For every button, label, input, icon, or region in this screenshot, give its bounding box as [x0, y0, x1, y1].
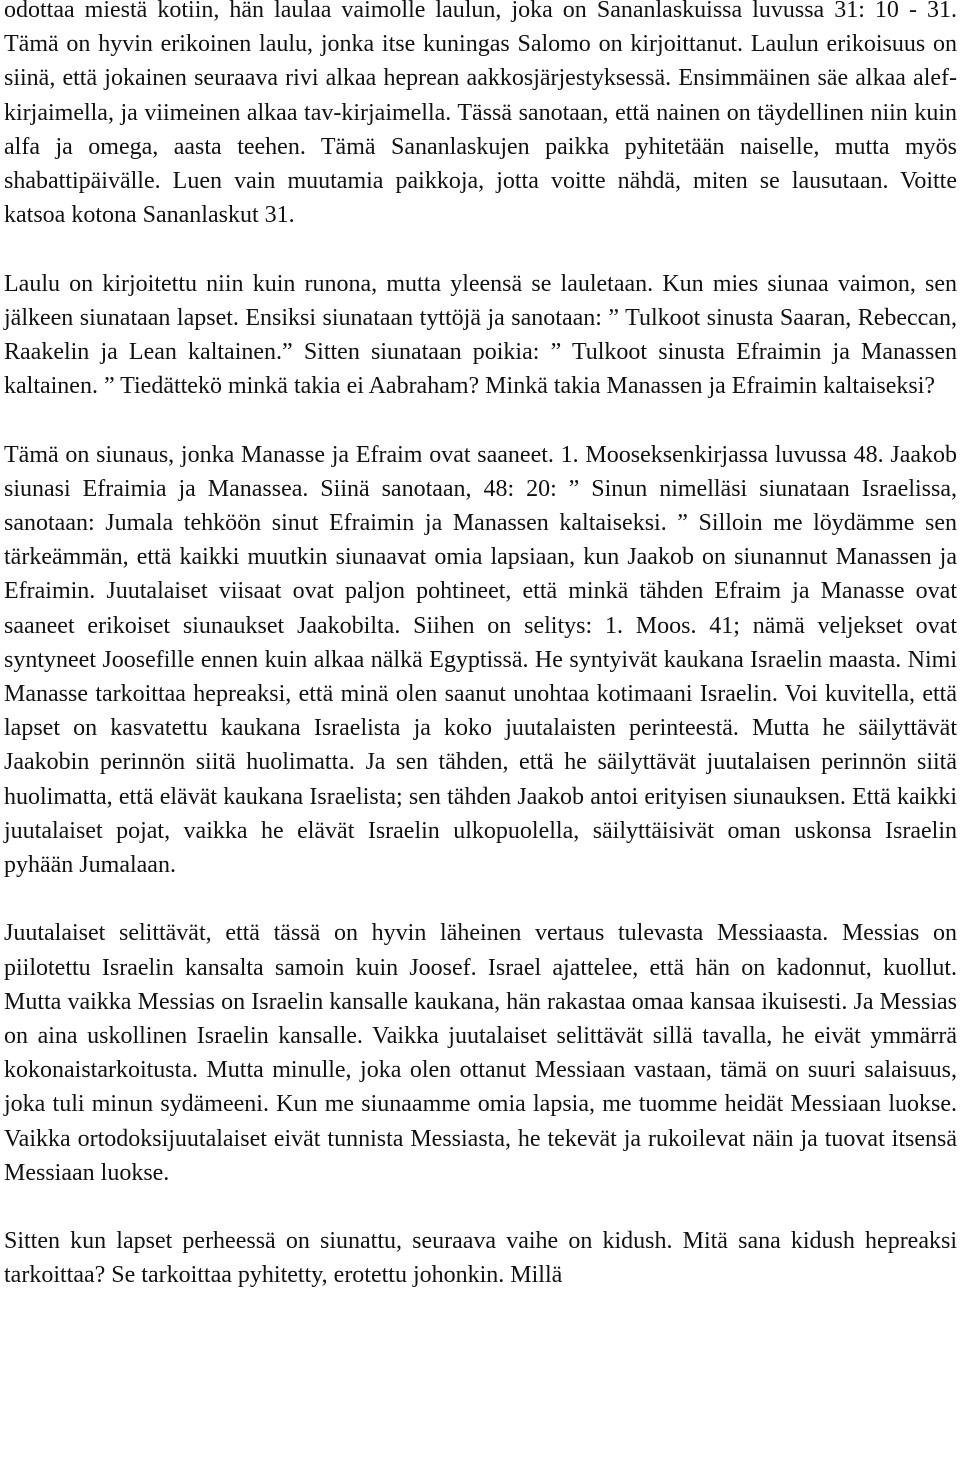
paragraph-4: Juutalaiset selittävät, että tässä on hyvin läheinen vertaus tulevasta Messiaasta. Messias on piilotettu Israelin kansalta samoin kuin Joosef. Israel ajattelee, että hän on kadonnut, kuollut. Mutta vaikka Messias on Israelin kansalle kaukana, hän rakastaa omaa kansaa ikuisesti. Ja Messias on aina uskollinen Israelin kansalle. Vaikka juutalaiset selittävät sillä tavalla, he eivät ymmärrä kokonaistarkoitusta. Mutta minulle, joka olen ottanut Messiaan vastaan, tämä on suuri salaisuus, joka tuli minun sydämeeni. Kun me siunaamme omia lapsia, me tuomme heidät Messiaan luokse. Vaikka ortodoksijuutalaiset eivät tunnista Messiasta, he tekevät ja rukoilevat näin ja tuovat itsensä Messiaan luokse. [4, 920, 957, 1186]
paragraph-2: Laulu on kirjoitettu niin kuin runona, mutta yleensä se lauletaan. Kun mies siunaa vaimon, sen jälkeen siunataan lapset. Ensiksi siunataan tyttöjä ja sanotaan: ” Tulkoot sinusta Saaran, Rebeccan, Raakelin ja Lean kaltainen.” Sitten siunataan poikia: ” Tulkoot sinusta Efraimin ja Manassen kaltainen. ” Tiedättekö minkä takia ei Aabraham? Minkä takia Manassen ja Efraimin kaltaiseksi? [4, 270, 957, 400]
paragraph-5: Sitten kun lapset perheessä on siunattu, seuraava vaihe on kidush. Mitä sana kidush hepreaksi tarkoittaa? Se tarkoittaa pyhitetty, erotettu johonkin. Millä [4, 1228, 957, 1289]
paragraph-1: odottaa miestä kotiin, hän laulaa vaimolle laulun, joka on Sananlaskuissa luvussa 31: 10 - 31. Tämä on hyvin erikoinen laulu, jonka itse kuningas Salomo on kirjoittanut. Laulun erikoisuus on siinä, että jokainen seuraava rivi alkaa heprean aakkosjärjestyksessä. Ensimmäinen säe alkaa alef-kirjaimella, ja viimeinen alkaa tav-kirjaimella. Tässä sanotaan, että nainen on täydellinen niin kuin alfa ja omega, aasta teehen. Tämä Sananlaskujen paikka pyhitetään naiselle, mutta myös shabattipäivälle. Luen vain muutamia paikkoja, jotta voitte nähdä, miten se lausutaan. Voitte katsoa kotona Sananlaskut 31. [4, 0, 957, 229]
paragraph-3: Tämä on siunaus, jonka Manasse ja Efraim ovat saaneet. 1. Mooseksenkirjassa luvussa 48. Jaakob siunasi Efraimia ja Manassea. Siinä sanotaan, 48: 20: ” Sinun nimelläsi siunataan Israelissa, sanotaan: Jumala tehköön sinut Efraimin ja Manassen kaltaiseksi. ” Silloin me löydämme sen tärkeämmän, että kaikki muutkin siunaavat omia lapsiaan, kun Jaakob on siunannut Manassen ja Efraimin. Juutalaiset viisaat ovat paljon pohtineet, että minkä tähden Efraim ja Manasse ovat saaneet erikoiset siunaukset Jaakobilta. Siihen on selitys: 1. Moos. 41; nämä veljekset ovat syntyneet Joosefille ennen kuin alkaa nälkä Egyptissä. He syntyivät kaukana Israelin maasta. Nimi Manasse tarkoittaa hepreaksi, että minä olen saanut unohtaa kotimaani Israelin. Voi kuvitella, että lapset on kasvatettu kaukana Israelista ja koko juutalaisten perinteestä. Mutta he säilyttävät Jaakobin perinnön siitä huolimatta. Ja sen tähden, että he säilyttävät juutalaisen perinnön siitä huolimatta, että elävät kaukana Israelista; sen tähden Jaakob antoi erityisen siunauksen. Että kaikki juutalaiset pojat, vaikka he elävät Israelin ulkopuolella, säilyttäisivät oman uskonsa Israelin pyhään Jumalaan. [4, 441, 957, 879]
document-body [4, 0, 957, 1327]
